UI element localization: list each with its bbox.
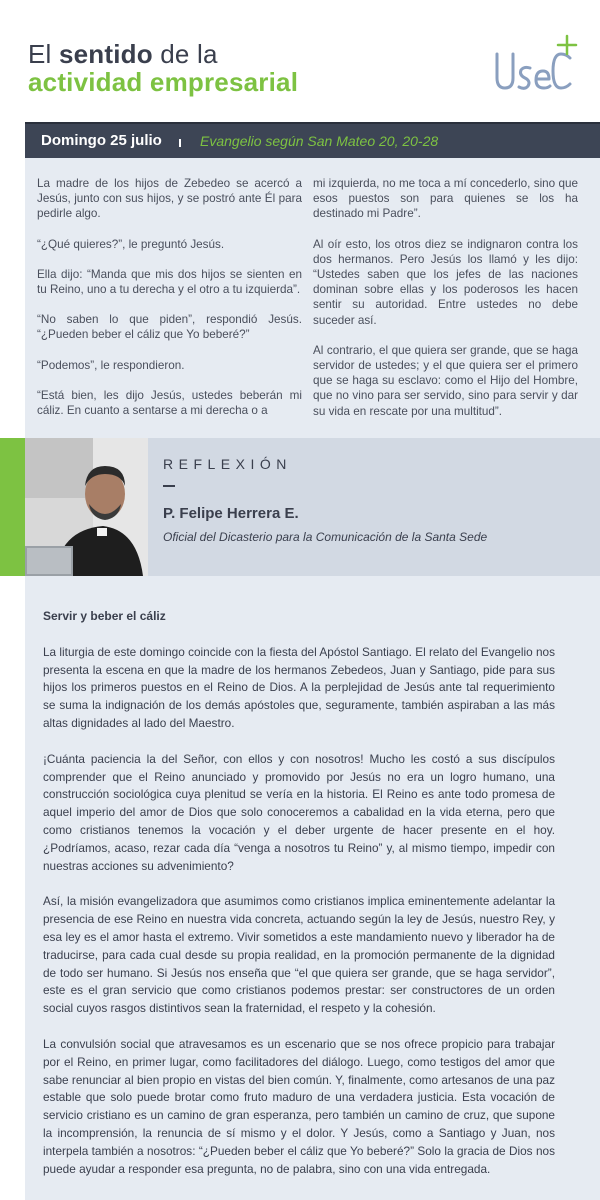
article-paragraph: La convulsión social que atravesamos es un escenario que se nos ofrece propicio para trabajar por el Reino, en primer lugar, como facilitadores del diálogo. Luego, como testigos del amor que sabe renunciar al bien propio en vistas del bien común. Y, finalmente, como artesanos de una paz estable que solo puede brotar como fruto maduro de una verdadera justicia. Esta vocación de servicio cristiano es un camino de gran esperanza, pero también un camino de cruz, que supone la incomprensión, la renuncia de sí mismo y el dolor. Y Jesús, como a Santiago y Juan, nos interpela también a nosotros: “¿Pueden beber el cáliz que Yo beberé?” Solo la gracia de Dios nos puede ayudar a responder esa pregunta, no de palabra, sino con una vida entregada. (43, 1036, 555, 1176)
author-name: P. Felipe Herrera E. (163, 505, 299, 522)
divider (163, 485, 175, 487)
article-heading: Servir y beber el cáliz (43, 609, 166, 623)
gospel-paragraph: “Está bien, les dijo Jesús, ustedes beberán mi cáliz. En cuanto a sentarse a mi derecha o a (37, 388, 302, 418)
article-paragraph: Así, la misión evangelizadora que asumimos como cristianos implica eminentemente adelantar la presencia de ese Reino en nuestra vida concreta, actuando según la ley de Jesús, nuestro Rey, y esa ley es el amor hasta el extremo. Vivir sometidos a este mandamiento nuevo y liberador ha de traducirse, para cada cual desde su propia realidad, en la promoción permanente de la dignidad de todo ser humano. Si Jesús nos enseña que “el que quiera ser grande, que se haga servidor”, este es el gran servicio que como cristianos podemos prestar: ser constructores de un orden social cuyos rasgos distintivos sean la fraternidad, el respeto y la cohesión. (43, 894, 555, 1016)
usec-logo (490, 34, 580, 96)
gospel-paragraph: “¿Qué quieres?”, le preguntó Jesús. (37, 237, 225, 251)
title-part1: El (28, 39, 59, 69)
date-label: Domingo 25 julio (41, 132, 162, 149)
gospel-paragraph: “No saben lo que piden”, respondió Jesús. “¿Pueden beber el cáliz que Yo beberé?” (37, 313, 302, 342)
article-paragraph: ¡Cuánta paciencia la del Señor, con ellos y con nosotros! Mucho les costó a sus discípulos comprender que el Reino anunciado y promovido por Jesús no era un logro humano, una construcción sociológica cuya plenitud se vería en la historia. El Reino es ante todo promesa de aquel imperio del amor de Dios que solo conoceremos a cabalidad en la vida eterna, pero que como cristianos tenemos la vocación y el deber urgente de hacer presente en el hoy. ¿Podríamos, acaso, rezar cada día “venga a nosotros tu Reino” y, al mismo tiempo, impedir con nuestras acciones su advenimiento? (43, 751, 555, 873)
title-line2: actividad empresarial (28, 67, 299, 97)
reflection-banner (0, 438, 600, 576)
title-bold: sentido (58, 39, 153, 69)
author-photo (25, 438, 148, 576)
gospel-paragraph: La madre de los hijos de Zebedeo se acercó a Jesús, junto con sus hijos, y se postró ante Él para pedirle algo. (37, 177, 302, 221)
gospel-paragraph: Al oír esto, los otros diez se indignaron contra los dos hermanos. Pero Jesús los llamó y les dijo: “Ustedes saben que los jefes de las naciones dominan sobre ellas y los poderosos les hacen sentir su autoridad. Entre ustedes no debe suceder así. (313, 237, 578, 327)
article-paragraph: La liturgia de este domingo coincide con la fiesta del Apóstol Santiago. El relato del Evangelio nos presenta la escena en que la madre de los hermanos Zebedeos, Juan y Santiago, pide para sus hijos los primeros puestos en el Reino de Dios. A la perplejidad de Jesús ante tal requerimiento se suma la indignación de los demás apóstoles que, seguramente, también aspiraban a las más altas dignidades al lado del Maestro. (43, 644, 555, 730)
title-part2: de la (152, 39, 218, 69)
reflection-label: REFLEXIÓN (163, 456, 292, 472)
gospel-paragraph: “Podemos”, le respondieron. (37, 358, 185, 372)
date-bar (25, 122, 600, 158)
gospel-reference: Evangelio según San Mateo 20, 20-28 (200, 133, 439, 149)
green-accent (0, 438, 25, 576)
gospel-column-left (37, 176, 302, 433)
separator (179, 139, 181, 147)
gospel-paragraph: mi izquierda, no me toca a mí concederlo, sino que esos puestos son para quienes se los ha destinado mi Padre”. (313, 177, 578, 221)
gospel-paragraph: Al contrario, el que quiera ser grande, que se haga servidor de ustedes; y el que quiera ser el primero que se haga su esclavo: como el Hijo del Hombre, que no vino para ser servido, sino para servir y dar su vida en rescate por una multitud”. (313, 343, 578, 418)
author-role: Oficial del Dicasterio para la Comunicación de la Santa Sede (163, 530, 488, 544)
gospel-paragraph: Ella dijo: “Manda que mis dos hijos se sienten en tu Reino, uno a tu derecha y el otro a tu izquierda”. (37, 267, 302, 297)
gospel-column-right (313, 176, 578, 434)
page-title (28, 40, 298, 96)
header (0, 0, 600, 122)
article (43, 608, 555, 1196)
